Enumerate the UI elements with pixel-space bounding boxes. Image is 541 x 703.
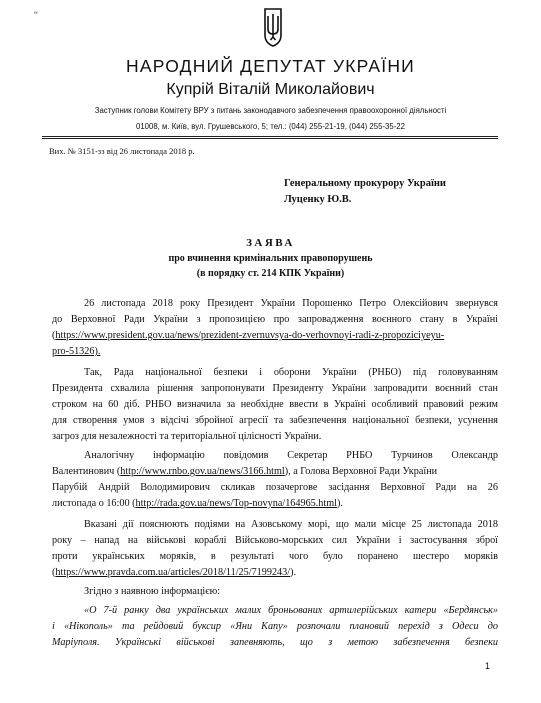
document-type: ЗАЯВА [246, 237, 295, 249]
deputy-address: 01008, м. Київ, вул. Грушевського, 5; тел.: (044) 255-21-19, (044) 255-35-22 [136, 122, 405, 131]
header-divider [42, 136, 498, 137]
trident-emblem-icon [262, 7, 284, 47]
paragraph-line: Аналогічну інформацію повідомив Секретар РНБО Турчинов Олександр [84, 450, 498, 461]
document-procedure: (в порядку ст. 214 КПК України) [196, 268, 345, 279]
text-run: Валентинович ( [52, 466, 121, 477]
paragraph-line [52, 345, 498, 358]
paragraph-line [52, 566, 498, 579]
president-news-link-cont[interactable]: pro-51326). [52, 346, 101, 357]
rnbo-news-link[interactable]: http://www.rnbo.gov.ua/news/3166.html [120, 466, 285, 477]
link-paren: ( [52, 567, 56, 578]
addressee-name: Луценку Ю.В. [284, 194, 352, 205]
link-paren: ). [290, 567, 297, 578]
paragraph-line: Згідно з наявною інформацією: [84, 586, 221, 597]
pravda-article-link[interactable]: https://www.pravda.com.ua/articles/2018/11/25/7199243/ [55, 567, 291, 578]
deputy-name: Купрій Віталій Миколайович [166, 81, 375, 98]
paragraph-line [52, 465, 498, 478]
quote-line: «О 7-й ранку два українських малих броньованих артилерійських катери «Бердянськ» [84, 605, 498, 616]
paragraph-line: загроз для незалежності та територіальної цілісності України. [52, 431, 322, 442]
paragraph-line: Так, Рада національної безпеки і оборони України (РНБО) під головуванням [84, 367, 498, 378]
paragraph-line: строком на 60 діб. РНБО визначила за необхідне ввести в Україні особливий правовий режим [52, 399, 498, 410]
deputy-title: НАРОДНИЙ ДЕПУТАТ УКРАЇНИ [126, 56, 415, 76]
paragraph-line: 26 листопада 2018 року Президент України Порошенко Петро Олексійович звернувся [84, 298, 498, 309]
page-number: 1 [485, 661, 491, 671]
paragraph-line [52, 497, 498, 510]
quote-line: і «Нікополь» та рейдовий буксир «Яни Капу» розпочали плановий перехід з Одеси до [52, 621, 498, 632]
paragraph-line: року – напад на військові кораблі Військово-морських сил України і застосування зброї [52, 535, 498, 546]
deputy-position: Заступник голови Комітету ВРУ з питань законодавчого забезпечення правоохоронної діяльності [94, 106, 447, 115]
paragraph-line: для створення умов з відсічі збройної агресії та забезпечення національної безпеки, усунення [52, 415, 498, 426]
text-run: ), а Голова Верховної Ради України [284, 466, 438, 477]
president-news-link[interactable]: https://www.president.gov.ua/news/prezident-zvernuvsya-do-verhovnoyi-radi-z-propoziciyeyu- [55, 330, 445, 341]
corner-mark: ‘‘ [34, 10, 38, 20]
paragraph-line: до Верховної Ради України з пропозицією про запровадження воєнного стану в Україні [52, 314, 498, 325]
text-run: ). [336, 498, 343, 509]
link-paren: ( [52, 330, 56, 341]
outgoing-number: Вих. № 3151-зз від 26 листопада 2018 р. [49, 146, 195, 156]
paragraph-line: Президента схвалила рішення запропонувати Президенту України запровадити воєнний стан [52, 383, 498, 394]
header-divider [42, 138, 498, 139]
quote-line: Маріуполя. Українські військові запевняють, що з метою забезпечення безпеки [52, 637, 498, 648]
text-run: листопада о 16:00 ( [52, 498, 136, 509]
paragraph-line: Вказані дії пояснюють подіями на Азовському морі, що мали місце 25 листопада 2018 [84, 519, 498, 530]
paragraph-line: проти українських моряків, в результаті чого було поранено шестеро моряків [52, 551, 498, 562]
addressee-title: Генеральному прокурору України [284, 178, 446, 189]
paragraph-line: Парубій Андрій Володимирович скликав позачергове засідання Верховної Ради на 26 [52, 482, 498, 493]
paragraph-line [52, 329, 498, 342]
document-subtitle: про вчинення кримінальних правопорушень [168, 253, 373, 264]
rada-news-link[interactable]: http://rada.gov.ua/news/Top-novyna/164965.html [135, 498, 337, 509]
